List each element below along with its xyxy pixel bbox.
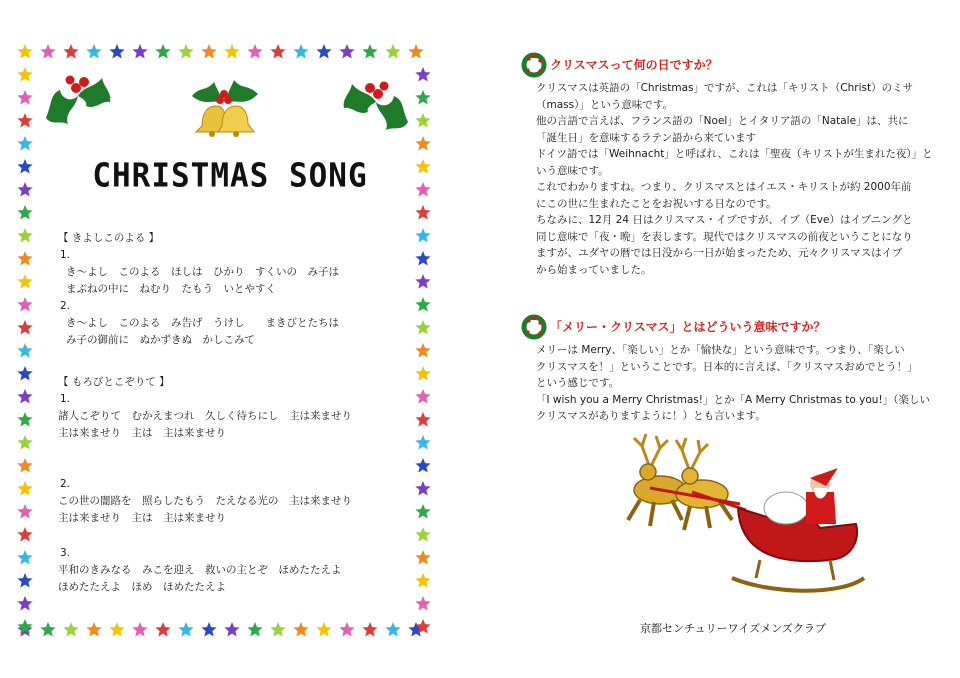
- verse-number: 3.: [60, 547, 71, 559]
- song-silent-night: [58, 230, 378, 349]
- border-star-icon: [316, 622, 331, 637]
- border-star-icon: [415, 251, 430, 266]
- border-star-icon: [415, 527, 430, 542]
- border-star-icon: [415, 228, 430, 243]
- song-heading: 【 もろびとこぞりて 】: [58, 376, 170, 388]
- border-star-icon: [17, 67, 32, 82]
- border-star-icon: [63, 44, 78, 59]
- border-star-icon: [17, 573, 32, 588]
- border-star-icon: [415, 481, 430, 496]
- border-star-icon: [178, 622, 193, 637]
- border-star-icon: [17, 159, 32, 174]
- border-star-icon: [339, 622, 354, 637]
- border-star-icon: [415, 573, 430, 588]
- border-star-icon: [17, 182, 32, 197]
- lyric-line: この世の闇路を 照らしたもう たえなる光の 主は来ませり: [58, 495, 352, 507]
- santa-sleigh-reindeer-illustration: [620, 428, 870, 608]
- border-star-icon: [415, 67, 430, 82]
- q2-line: 「I wish you a Merry Christmas!」とか「A Merry Christmas to you!」（楽しい: [536, 393, 930, 406]
- border-star-icon: [17, 136, 32, 151]
- border-star-icon: [17, 527, 32, 542]
- verse-number: 1.: [60, 249, 71, 261]
- border-star-icon: [155, 44, 170, 59]
- border-star-icon: [415, 458, 430, 473]
- border-star-icon: [17, 504, 32, 519]
- border-star-icon: [270, 44, 285, 59]
- lyric-line: き～よし このよる み告げ うけし まきびとたちは: [66, 317, 339, 329]
- border-star-icon: [362, 44, 377, 59]
- q1-line: にこの世に生まれたことをお祝いする日なのです。: [536, 197, 777, 210]
- border-star-icon: [17, 320, 32, 335]
- border-star-icon: [132, 44, 147, 59]
- song-sheet-title: CHRISTMAS SONG: [92, 157, 368, 195]
- border-star-icon: [40, 622, 55, 637]
- border-star-icon: [17, 550, 32, 565]
- holly-bells-icon: [188, 66, 262, 142]
- border-star-icon: [293, 622, 308, 637]
- q1-line: これでわかりますね。つまり、クリスマスとはイエス・キリストが約 2000年前: [536, 181, 912, 193]
- border-star-icon: [17, 343, 32, 358]
- border-star-icon: [17, 481, 32, 496]
- border-star-icon: [17, 274, 32, 289]
- song-heading: 【 きよしこのよる 】: [58, 232, 160, 244]
- border-star-icon: [17, 412, 32, 427]
- border-star-icon: [17, 389, 32, 404]
- border-star-icon: [339, 44, 354, 59]
- border-star-icon: [109, 44, 124, 59]
- border-star-icon: [132, 622, 147, 637]
- border-star-icon: [17, 44, 32, 59]
- border-star-icon: [415, 90, 430, 105]
- border-star-icon: [109, 622, 124, 637]
- border-star-icon: [178, 44, 193, 59]
- border-star-icon: [201, 44, 216, 59]
- border-star-icon: [17, 435, 32, 450]
- border-star-icon: [155, 622, 170, 637]
- border-star-icon: [415, 182, 430, 197]
- lyric-line: まぶねの中に ねむり たもう いとやすく: [66, 283, 276, 295]
- wreath-icon: [520, 312, 548, 340]
- q1-line: から始まっていました。: [536, 263, 652, 276]
- border-star-icon: [17, 251, 32, 266]
- q1-line: （mass）」という意味です。: [536, 98, 674, 111]
- border-star-icon: [415, 366, 430, 381]
- border-star-icon: [415, 297, 430, 312]
- border-star-icon: [17, 596, 32, 611]
- border-star-icon: [415, 136, 430, 151]
- q2-heading-text: 「メリー・クリスマス」とはどういう意味ですか？: [550, 319, 826, 334]
- border-star-icon: [86, 622, 101, 637]
- q2-body: [536, 342, 946, 425]
- border-star-icon: [415, 389, 430, 404]
- q1-line: いう意味です。: [536, 164, 609, 177]
- border-star-icon: [270, 622, 285, 637]
- border-star-icon: [385, 44, 400, 59]
- q1-line: ちなみに、12月 24 日はクリスマス・イブですが、イブ（Eve）はイブニングと: [536, 214, 913, 226]
- border-star-icon: [40, 44, 55, 59]
- club-name: 京都センチュリーワイズメンズクラブ: [640, 622, 826, 635]
- border-star-icon: [316, 44, 331, 59]
- border-star-icon: [385, 622, 400, 637]
- q1-line: ますが、ユダヤの暦では日没から一日が始まったため、元々クリスマスはイブ: [536, 247, 903, 259]
- border-star-icon: [17, 366, 32, 381]
- holly-left-icon: [38, 60, 116, 136]
- border-star-icon: [415, 550, 430, 565]
- q1-line: ドイツ語では「Weihnacht」と呼ばれ、これは「聖夜（キリストが生まれた夜）」と: [536, 148, 933, 160]
- border-star-icon: [415, 343, 430, 358]
- q1-heading-text: クリスマスって何の日ですか？: [550, 57, 718, 72]
- wreath-icon: [520, 50, 548, 78]
- lyric-line: 諸人こぞりて むかえまつれ 久しく待ちにし 主は来ませり: [58, 410, 352, 422]
- lyric-line: ほめたたえよ ほめ ほめたたえよ: [58, 581, 226, 593]
- q1-line: 同じ意味で「夜・晩」を表します。現代ではクリスマスの前夜ということになり: [536, 230, 913, 243]
- q1-body: [536, 80, 946, 278]
- border-star-icon: [17, 113, 32, 128]
- lyric-line: 主は来ませり 主は 主は来ませり: [58, 427, 226, 439]
- border-star-icon: [17, 458, 32, 473]
- border-star-icon: [415, 274, 430, 289]
- border-star-icon: [415, 596, 430, 611]
- border-star-icon: [415, 159, 430, 174]
- border-star-icon: [201, 622, 216, 637]
- q1-line: 「誕生日」を意味するラテン語から来ています: [536, 131, 756, 144]
- border-star-icon: [17, 90, 32, 105]
- verse-number: 2.: [60, 478, 71, 490]
- border-star-icon: [415, 504, 430, 519]
- q1-line: クリスマスは英語の「Christmas」ですが、これは「キリスト（Christ）のミサ: [536, 82, 914, 94]
- border-star-icon: [415, 113, 430, 128]
- border-star-icon: [224, 622, 239, 637]
- border-star-icon: [415, 320, 430, 335]
- border-star-icon: [247, 622, 262, 637]
- border-star-icon: [17, 297, 32, 312]
- holly-right-icon: [338, 66, 416, 138]
- border-star-icon: [362, 622, 377, 637]
- q1-heading: [520, 50, 718, 78]
- verse-number: 2.: [60, 300, 71, 312]
- border-star-icon: [415, 435, 430, 450]
- lyric-line: み子の御前に ぬかずきぬ かしこみて: [66, 334, 255, 346]
- border-star-icon: [408, 44, 423, 59]
- verse-number: 1.: [60, 393, 71, 405]
- lyric-line: 平和のきみなる みこを迎え 救いの主とぞ ほめたたえよ: [58, 564, 342, 576]
- border-star-icon: [247, 44, 262, 59]
- lyric-line: 主は来ませり 主は 主は来ませり: [58, 512, 226, 524]
- border-star-icon: [17, 228, 32, 243]
- q2-line: という感じです。: [536, 377, 620, 389]
- border-star-icon: [63, 622, 78, 637]
- q2-line: クリスマスがありますように！）とも言います。: [536, 410, 766, 422]
- border-star-icon: [224, 44, 239, 59]
- lyric-line: き～よし このよる ほしは ひかり すくいの み子は: [66, 266, 339, 278]
- border-star-icon: [415, 205, 430, 220]
- q1-line: 他の言語で言えば、フランス語の「Noel」とイタリア語の「Natale」は、共に: [536, 115, 909, 127]
- border-star-icon: [293, 44, 308, 59]
- q2-heading: [520, 312, 826, 340]
- q2-line: クリスマスを！」ということです。日本的に言えば、「クリスマスおめでとう！」: [536, 360, 918, 373]
- border-star-icon: [17, 205, 32, 220]
- border-star-icon: [86, 44, 101, 59]
- border-star-icon: [415, 412, 430, 427]
- song-joy-to-the-world: [58, 374, 378, 596]
- song-sheet-page: [0, 0, 440, 678]
- q2-line: メリーは Merry、「楽しい」とか「愉快な」という意味です。つまり、「楽しい: [536, 344, 905, 356]
